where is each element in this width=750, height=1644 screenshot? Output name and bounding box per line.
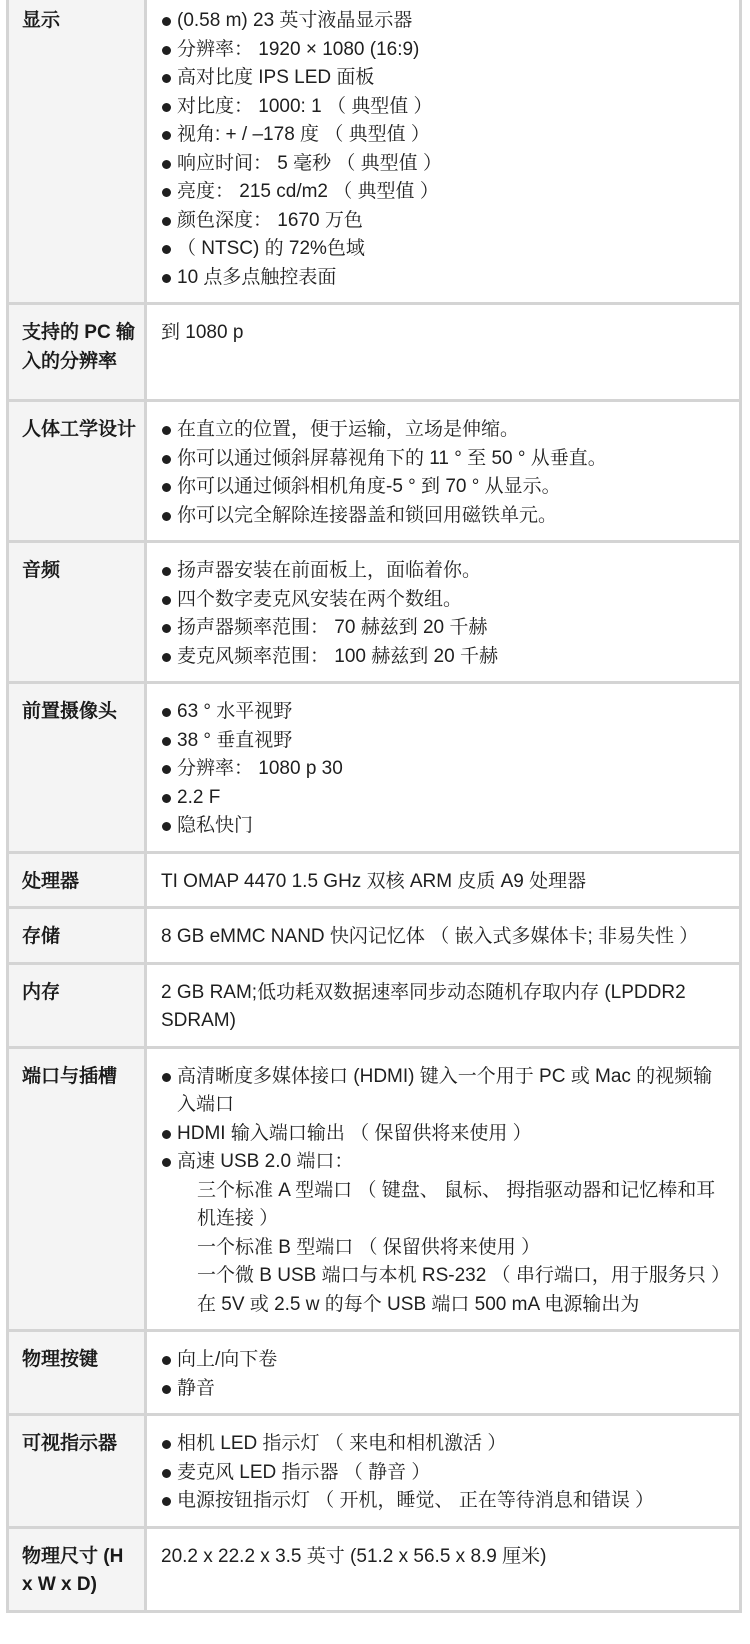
spec-value: [146, 1415, 741, 1528]
spec-row-indicators: [8, 1415, 741, 1528]
spec-list: [161, 698, 725, 841]
spec-list-item: 高清晰度多媒体接口 (HDMI) 键入一个用于 PC 或 Mac 的视频输入端口: [161, 1063, 725, 1120]
spec-list: [161, 1063, 725, 1177]
spec-list-item: (0.58 m) 23 英寸液晶显示器: [161, 7, 725, 36]
spec-list: [161, 416, 725, 530]
spec-row-storage: [8, 908, 741, 964]
spec-table: [6, 0, 742, 1613]
spec-list-item: 向上/向下卷: [161, 1346, 725, 1375]
spec-list-item: 你可以通过倾斜相机角度-5 ° 到 70 ° 从显示。: [161, 473, 725, 502]
spec-list-item: 你可以通过倾斜屏幕视角下的 11 ° 至 50 ° 从垂直。: [161, 445, 725, 474]
spec-row-pc-resolution: [8, 304, 741, 401]
spec-list-item: 在直立的位置，便于运输，立场是伸缩。: [161, 416, 725, 445]
spec-sub-item: 一个微 B USB 端口与本机 RS-232 （ 串行端口，用于服务只 ）: [197, 1265, 731, 1286]
spec-label: 人体工学设计: [8, 401, 146, 542]
spec-list-item: HDMI 输入端口输出 （ 保留供将来使用 ）: [161, 1120, 725, 1149]
spec-list: [161, 1346, 725, 1403]
spec-value: [146, 401, 741, 542]
spec-value: 到 1080 p: [146, 304, 741, 401]
spec-list-item: 38 ° 垂直视野: [161, 727, 725, 756]
spec-value: 20.2 x 22.2 x 3.5 英寸 (51.2 x 56.5 x 8.9 厘米): [146, 1527, 741, 1611]
spec-list-item: 扬声器安装在前面板上，面临着你。: [161, 557, 725, 586]
spec-label: 显示: [8, 0, 146, 304]
spec-list-item: 对比度： 1000: 1 （ 典型值 ）: [161, 93, 725, 122]
spec-sub-item: 一个标准 B 型端口 （ 保留供将来使用 ）: [197, 1236, 541, 1258]
spec-value: [146, 1331, 741, 1415]
spec-list-item: 扬声器频率范围： 70 赫兹到 20 千赫: [161, 614, 725, 643]
spec-list-item: 隐私快门: [161, 812, 725, 841]
spec-list-item: 高对比度 IPS LED 面板: [161, 64, 725, 93]
spec-value: 8 GB eMMC NAND 快闪记忆体 （ 嵌入式多媒体卡; 非易失性 ）: [146, 908, 741, 964]
spec-row-dimensions: [8, 1527, 741, 1611]
spec-label: 物理尺寸 (H x W x D): [8, 1527, 146, 1611]
spec-label: 可视指示器: [8, 1415, 146, 1528]
spec-list-item: 颜色深度： 1670 万色: [161, 207, 725, 236]
spec-row-ports: [8, 1047, 741, 1331]
spec-list-item: 电源按钮指示灯 （ 开机，睡觉、 正在等待消息和错误 ）: [161, 1487, 725, 1516]
spec-list-item: 麦克风 LED 指示器 （ 静音 ）: [161, 1459, 725, 1488]
spec-list-item: 高速 USB 2.0 端口：: [161, 1148, 725, 1177]
spec-label: 存储: [8, 908, 146, 964]
spec-list-item: 63 ° 水平视野: [161, 698, 725, 727]
spec-list-item: 静音: [161, 1375, 725, 1404]
spec-value: TI OMAP 4470 1.5 GHz 双核 ARM 皮质 A9 处理器: [146, 852, 741, 908]
spec-sub-item: 三个标准 A 型端口 （ 键盘、 鼠标、 拇指驱动器和记忆棒和耳机连接 ）: [197, 1179, 716, 1229]
spec-row-memory: [8, 963, 741, 1047]
spec-row-front-camera: [8, 683, 741, 853]
spec-list-item: 分辨率： 1080 p 30: [161, 755, 725, 784]
spec-list-item: 2.2 F: [161, 784, 725, 813]
spec-label: 支持的 PC 输入的分辨率: [8, 304, 146, 401]
spec-value: [146, 683, 741, 853]
spec-list-item: 亮度： 215 cd/m2 （ 典型值 ）: [161, 178, 725, 207]
spec-list-item: 相机 LED 指示灯 （ 来电和相机激活 ）: [161, 1430, 725, 1459]
spec-list: [161, 557, 725, 671]
spec-list: [161, 7, 725, 292]
spec-value: [146, 1047, 741, 1331]
spec-value: [146, 542, 741, 683]
spec-label: 内存: [8, 963, 146, 1047]
spec-label: 端口与插槽: [8, 1047, 146, 1331]
spec-label: 处理器: [8, 852, 146, 908]
spec-row-physical-buttons: [8, 1331, 741, 1415]
spec-row-processor: [8, 852, 741, 908]
spec-row-ergonomics: [8, 401, 741, 542]
spec-list: [161, 1430, 725, 1516]
spec-list-item: （ NTSC) 的 72%色域: [161, 235, 725, 264]
spec-label: 前置摄像头: [8, 683, 146, 853]
spec-list-item: 10 点多点触控表面: [161, 264, 725, 293]
spec-list-item: 视角: + / –178 度 （ 典型值 ）: [161, 121, 725, 150]
spec-label: 音频: [8, 542, 146, 683]
spec-row-audio: [8, 542, 741, 683]
spec-value: [146, 0, 741, 304]
spec-list-item: 四个数字麦克风安装在两个数组。: [161, 586, 725, 615]
spec-list-item: 响应时间： 5 毫秒 （ 典型值 ）: [161, 150, 725, 179]
spec-list-item: 你可以完全解除连接器盖和锁回用磁铁单元。: [161, 502, 725, 531]
spec-sub-item: 在 5V 或 2.5 w 的每个 USB 端口 500 mA 电源输出为: [197, 1293, 640, 1315]
spec-label: 物理按键: [8, 1331, 146, 1415]
spec-value: 2 GB RAM;低功耗双数据速率同步动态随机存取内存 (LPDDR2 SDRAM): [146, 963, 741, 1047]
spec-list-item: 麦克风频率范围： 100 赫兹到 20 千赫: [161, 643, 725, 672]
spec-list-item: 分辨率： 1920 × 1080 (16:9): [161, 36, 725, 65]
spec-row-display: [8, 0, 741, 304]
